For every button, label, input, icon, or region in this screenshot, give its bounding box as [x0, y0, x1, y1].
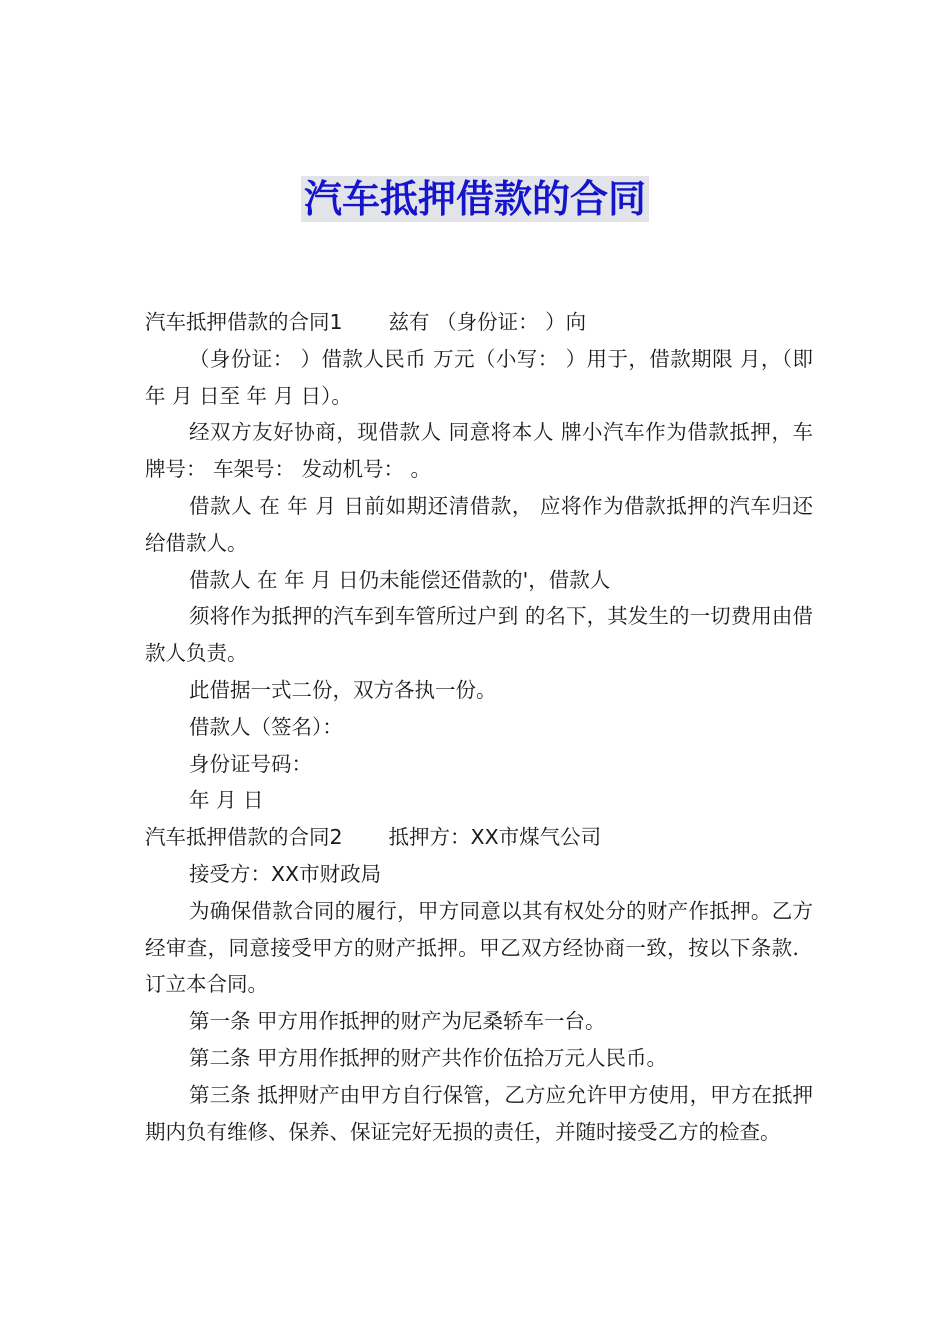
paragraph-heading-1 — [145, 304, 813, 341]
paragraph: 经双方友好协商，现借款人 同意将本人 牌小汽车作为借款抵押，车牌号： 车架号： 发动机号： 。 — [145, 420, 813, 482]
paragraph: 借款人 在 年 月 日仍未能偿还借款的'，借款人 — [189, 567, 611, 592]
id-number-line: 身份证号码： — [189, 751, 312, 776]
article-1: 第一条 甲方用作抵押的财产为尼桑轿车一台。 — [189, 1009, 606, 1034]
document-title: 汽车抵押借款的合同 — [301, 176, 649, 222]
paragraph-heading-2 — [145, 819, 813, 856]
section-intro-1: 兹有 （身份证： ）向 — [388, 310, 587, 334]
paragraph: 接受方：XX市财政局 — [189, 861, 382, 886]
section-title-2: 汽车抵押借款的合同2 — [145, 825, 343, 850]
document-body — [145, 304, 813, 1150]
paragraph: （身份证： ）借款人民币 万元（小写： ）用于，借款期限 月，（即 年 月 日至 年 月 日）。 — [145, 346, 813, 408]
article-3: 第三条 抵押财产由甲方自行保管，乙方应允许甲方使用，甲方在抵押期内负有维修、保养、保证完好无损的责任，并随时接受乙方的检查。 — [145, 1082, 813, 1144]
paragraph: 借款人 在 年 月 日前如期还清借款， 应将作为借款抵押的汽车归还给借款人。 — [145, 493, 813, 555]
paragraph: 须将作为抵押的汽车到车管所过户到 的名下，其发生的一切费用由借款人负责。 — [145, 604, 813, 666]
signature-line: 借款人（签名）： — [189, 714, 343, 739]
paragraph: 此借据一式二份，双方各执一份。 — [189, 677, 497, 702]
date-line: 年 月 日 — [189, 788, 264, 813]
title-wrapper — [0, 176, 950, 222]
paragraph: 为确保借款合同的履行，甲方同意以其有权处分的财产作抵押。乙方经审查，同意接受甲方的财产抵押。甲乙双方经协商一致，按以下条款．订立本合同。 — [145, 898, 813, 997]
article-2: 第二条 甲方用作抵押的财产共作价伍拾万元人民币。 — [189, 1045, 668, 1070]
section-intro-2: 抵押方：XX市煤气公司 — [388, 825, 602, 850]
section-title-1: 汽车抵押借款的合同1 — [145, 310, 343, 334]
